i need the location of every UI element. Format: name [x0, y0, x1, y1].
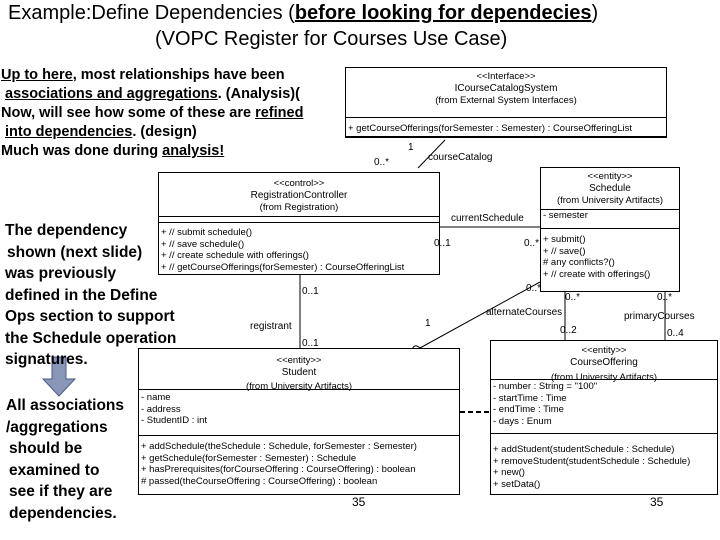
- controller-name: RegistrationController: [250, 189, 348, 201]
- controller-operations: + // submit schedule() + // save schedule() + // create schedule with offerings() + // getCourseOfferings(forSemester) : CourseOfferingList: [161, 227, 405, 273]
- mult-ctrl-student: 0..1: [302, 286, 319, 297]
- mult-sched-student: 0..*: [526, 283, 542, 294]
- catalog-origin: (from External System Interfaces): [435, 94, 577, 106]
- associations-note: All associations /aggregations should be examined to see if they are dependencies.: [6, 397, 125, 522]
- mult-catalog-one: 1: [408, 142, 414, 153]
- schedule-operations: + submit() + // save() # any conflicts?() + // create with offerings(): [543, 234, 651, 280]
- mult-alternate-offering: 0..2: [560, 325, 577, 336]
- mult-sched-ctrl: 0..*: [524, 238, 540, 249]
- class-courseoffering: [490, 340, 718, 495]
- schedule-origin: (from University Artifacts): [556, 194, 664, 206]
- page-number-left: 35: [352, 495, 366, 509]
- offering-origin: (from University Artifacts): [550, 371, 658, 383]
- mult-student-ctrl: 0..1: [302, 338, 319, 349]
- catalog-name: ICourseCatalogSystem: [454, 82, 558, 94]
- student-stereotype: <<entity>>: [276, 355, 322, 366]
- slide-title-line2: (VOPC Register for Courses Use Case): [155, 28, 508, 50]
- class-registrationcontroller: [158, 172, 440, 275]
- class-schedule: [540, 167, 680, 292]
- student-operations: + addSchedule(theSchedule : Schedule, forSemester : Semester) + getSchedule(forSemester : Semester) : Schedule + hasPrerequisites(forCourseOffering : CourseOffering) : boolean # passed(theCourseOffering : CourseOffering) : boolean: [141, 441, 417, 487]
- class-student: [138, 348, 460, 495]
- offering-name: CourseOffering: [570, 356, 638, 368]
- mult-primary-sched: 0..*: [657, 292, 673, 303]
- student-attributes: - name - address - StudentID : int: [141, 392, 208, 426]
- offering-attributes: - number : String = "100" - startTime : Time - endTime : Time - days : Enum: [493, 381, 598, 427]
- offering-operations: + addStudent(studentSchedule : Schedule) + removeStudent(studentSchedule : Schedule) + new() + setData(): [493, 444, 691, 490]
- mult-catalog-many: 0..*: [374, 157, 390, 168]
- mult-ctrl-sched: 0..1: [434, 238, 451, 249]
- offering-stereotype: <<entity>>: [581, 345, 627, 356]
- schedule-attr: - semester: [543, 210, 588, 221]
- class-icoursecatalogsystem: [345, 67, 667, 138]
- catalog-stereotype: <<Interface>>: [476, 71, 536, 82]
- controller-origin: (from Registration): [259, 201, 339, 213]
- mult-student-sched: 1: [425, 318, 431, 329]
- role-primary-courses: primaryCourses: [624, 311, 695, 322]
- role-alternate-courses: alternateCourses: [486, 307, 563, 318]
- slide-title-line1: Example:Define Dependencies (before looking for dependecies): [8, 2, 599, 24]
- role-current-schedule: currentSchedule: [451, 213, 524, 224]
- role-registrant: registrant: [250, 321, 292, 332]
- dependency-note: The dependency shown (next slide) was previously defined in the Define Ops section to support the Schedule operation signatures.: [5, 222, 177, 368]
- catalog-op: + getCourseOfferings(forSemester : Semester) : CourseOfferingList: [348, 123, 632, 134]
- page-number-right: 35: [650, 495, 664, 509]
- mult-alternate-sched: 0..*: [565, 292, 581, 303]
- student-origin: (from University Artifacts): [245, 380, 353, 392]
- intro-text: Up to here, most relationships have been associations and aggregations. (Analysis)( Now, will see how some of these are refined into dependencies. (design) Much was done during analysis!: [1, 67, 304, 159]
- student-name: Student: [281, 366, 317, 378]
- controller-stereotype: <<control>>: [273, 178, 325, 189]
- schedule-name: Schedule: [589, 182, 631, 194]
- role-course-catalog: courseCatalog: [428, 152, 493, 163]
- mult-primary-offering: 0..4: [667, 328, 684, 339]
- schedule-stereotype: <<entity>>: [587, 171, 633, 182]
